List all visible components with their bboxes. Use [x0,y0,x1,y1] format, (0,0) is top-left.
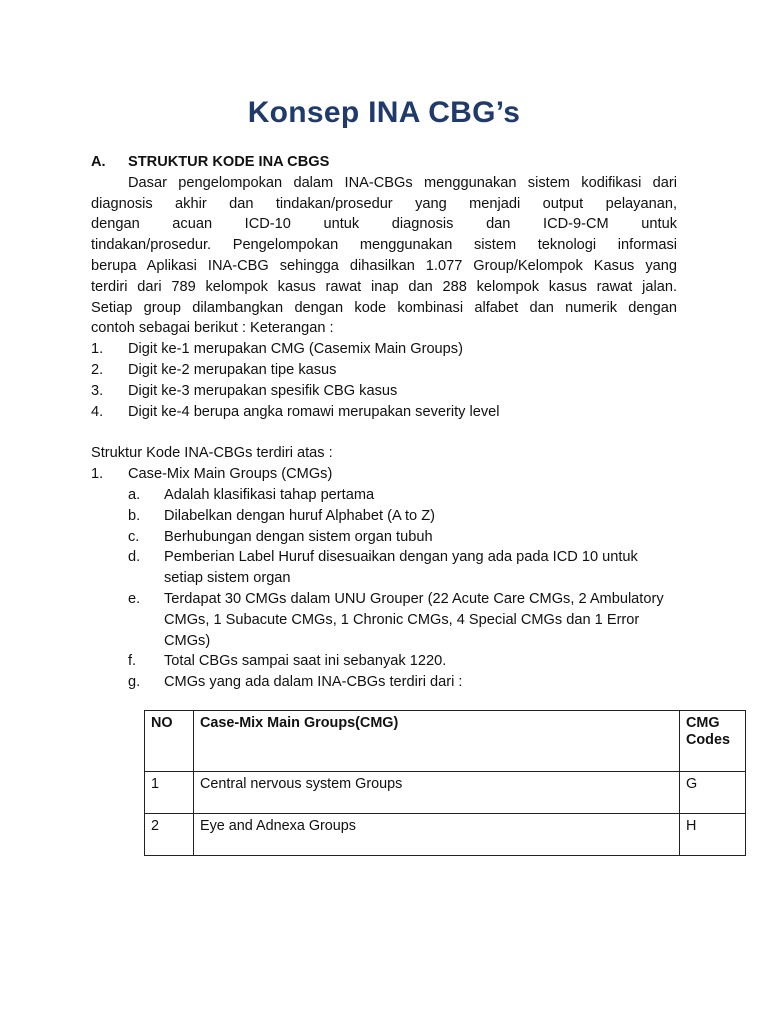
spacer [91,422,677,443]
list-marker: 1. [91,341,104,358]
table-row [145,772,746,814]
list-marker: 3. [91,382,104,399]
list-marker: 1. [91,466,104,483]
table-cell-cmg: Central nervous system Groups [194,772,680,814]
sub-text: Pemberian Label Huruf disesuaikan dengan yang ada pada ICD 10 untuk setiap sistem organ [164,549,638,587]
cmg-table [144,710,746,856]
sub-marker: c. [128,528,140,545]
sub-item [91,589,677,651]
paragraph-line: Setiap group dilambangkan dengan kode kombinasi alfabet dan numerik dengan [91,299,677,316]
list-text: Digit ke-3 merupakan spesifik CBG kasus [128,382,398,399]
sub-item [91,527,677,548]
table-cell-cmg: Eye and Adnexa Groups [194,814,680,856]
list-marker: 4. [91,403,104,420]
section-a-heading [91,152,677,173]
list-text: Case-Mix Main Groups (CMGs) [128,466,333,483]
sub-marker: a. [128,486,141,503]
table-cell-no: 2 [145,814,194,856]
list-marker: 2. [91,361,104,378]
sub-text: Berhubungan dengan sistem organ tubuh [164,528,433,545]
sub-marker: f. [128,653,137,670]
digit-item [91,381,677,402]
sub-marker: d. [128,549,141,566]
table-cell-code: H [680,814,746,856]
sub-text: Dilabelkan dengan huruf Alphabet (A to Z) [164,507,435,524]
paragraph-line: diagnosis akhir dan tindakan/prosedur yang menjadi output pelayanan, [91,195,677,212]
sub-text: Terdapat 30 CMGs dalam UNU Grouper (22 Acute Care CMGs, 2 Ambulatory CMGs, 1 Subacute CMGs, 1 Chronic CMGs, 4 Special CMGs dan 1 Error CMGs) [164,590,664,649]
sub-marker: b. [128,507,141,524]
sub-text: CMGs yang ada dalam INA-CBGs terdiri dari : [164,674,463,691]
table-header-no: NO [145,711,194,772]
table-header-row [145,711,746,772]
paragraph-line: berupa Aplikasi INA-CBG sehingga dihasilkan 1.077 Group/Kelompok Kasus yang [91,257,677,274]
document-title: Konsep INA CBG’s [247,96,521,129]
sub-item [91,651,677,672]
sub-item [91,506,677,527]
table-row [145,814,746,856]
table-header-codes: CMG Codes [680,711,746,772]
paragraph-line: contoh sebagai berikut : Keterangan : [91,320,334,337]
structure-item [91,464,677,485]
sub-text: Total CBGs sampai saat ini sebanyak 1220. [164,653,447,670]
document-body [91,152,677,693]
paragraph-line: dengan acuan ICD-10 untuk diagnosis dan ICD-9-CM untuk [91,216,677,233]
table-cell-code: G [680,772,746,814]
structure-intro: Struktur Kode INA-CBGs terdiri atas : [91,445,333,462]
digit-item [91,360,677,381]
paragraph-line: tindakan/prosedur. Pengelompokan menggunakan sistem teknologi informasi [91,237,677,254]
sub-item [91,485,677,506]
digit-item [91,339,677,360]
table-header-cmg: Case-Mix Main Groups(CMG) [194,711,680,772]
sub-text: Adalah klasifikasi tahap pertama [164,486,375,503]
sub-item [91,672,677,693]
sub-item [91,547,677,589]
paragraph-line: terdiri dari 789 kelompok kasus rawat inap dan 288 kelompok kasus rawat jalan. [91,278,677,295]
sub-marker: e. [128,590,141,607]
table-cell-no: 1 [145,772,194,814]
section-marker: A. [91,154,106,170]
list-text: Digit ke-1 merupakan CMG (Casemix Main Groups) [128,341,463,358]
list-text: Digit ke-4 berupa angka romawi merupakan severity level [128,403,500,420]
paragraph-line: Dasar pengelompokan dalam INA-CBGs menggunakan sistem kodifikasi dari [128,174,677,191]
list-text: Digit ke-2 merupakan tipe kasus [128,361,337,378]
section-title: STRUKTUR KODE INA CBGS [128,154,330,170]
digit-item [91,402,677,423]
sub-marker: g. [128,674,141,691]
